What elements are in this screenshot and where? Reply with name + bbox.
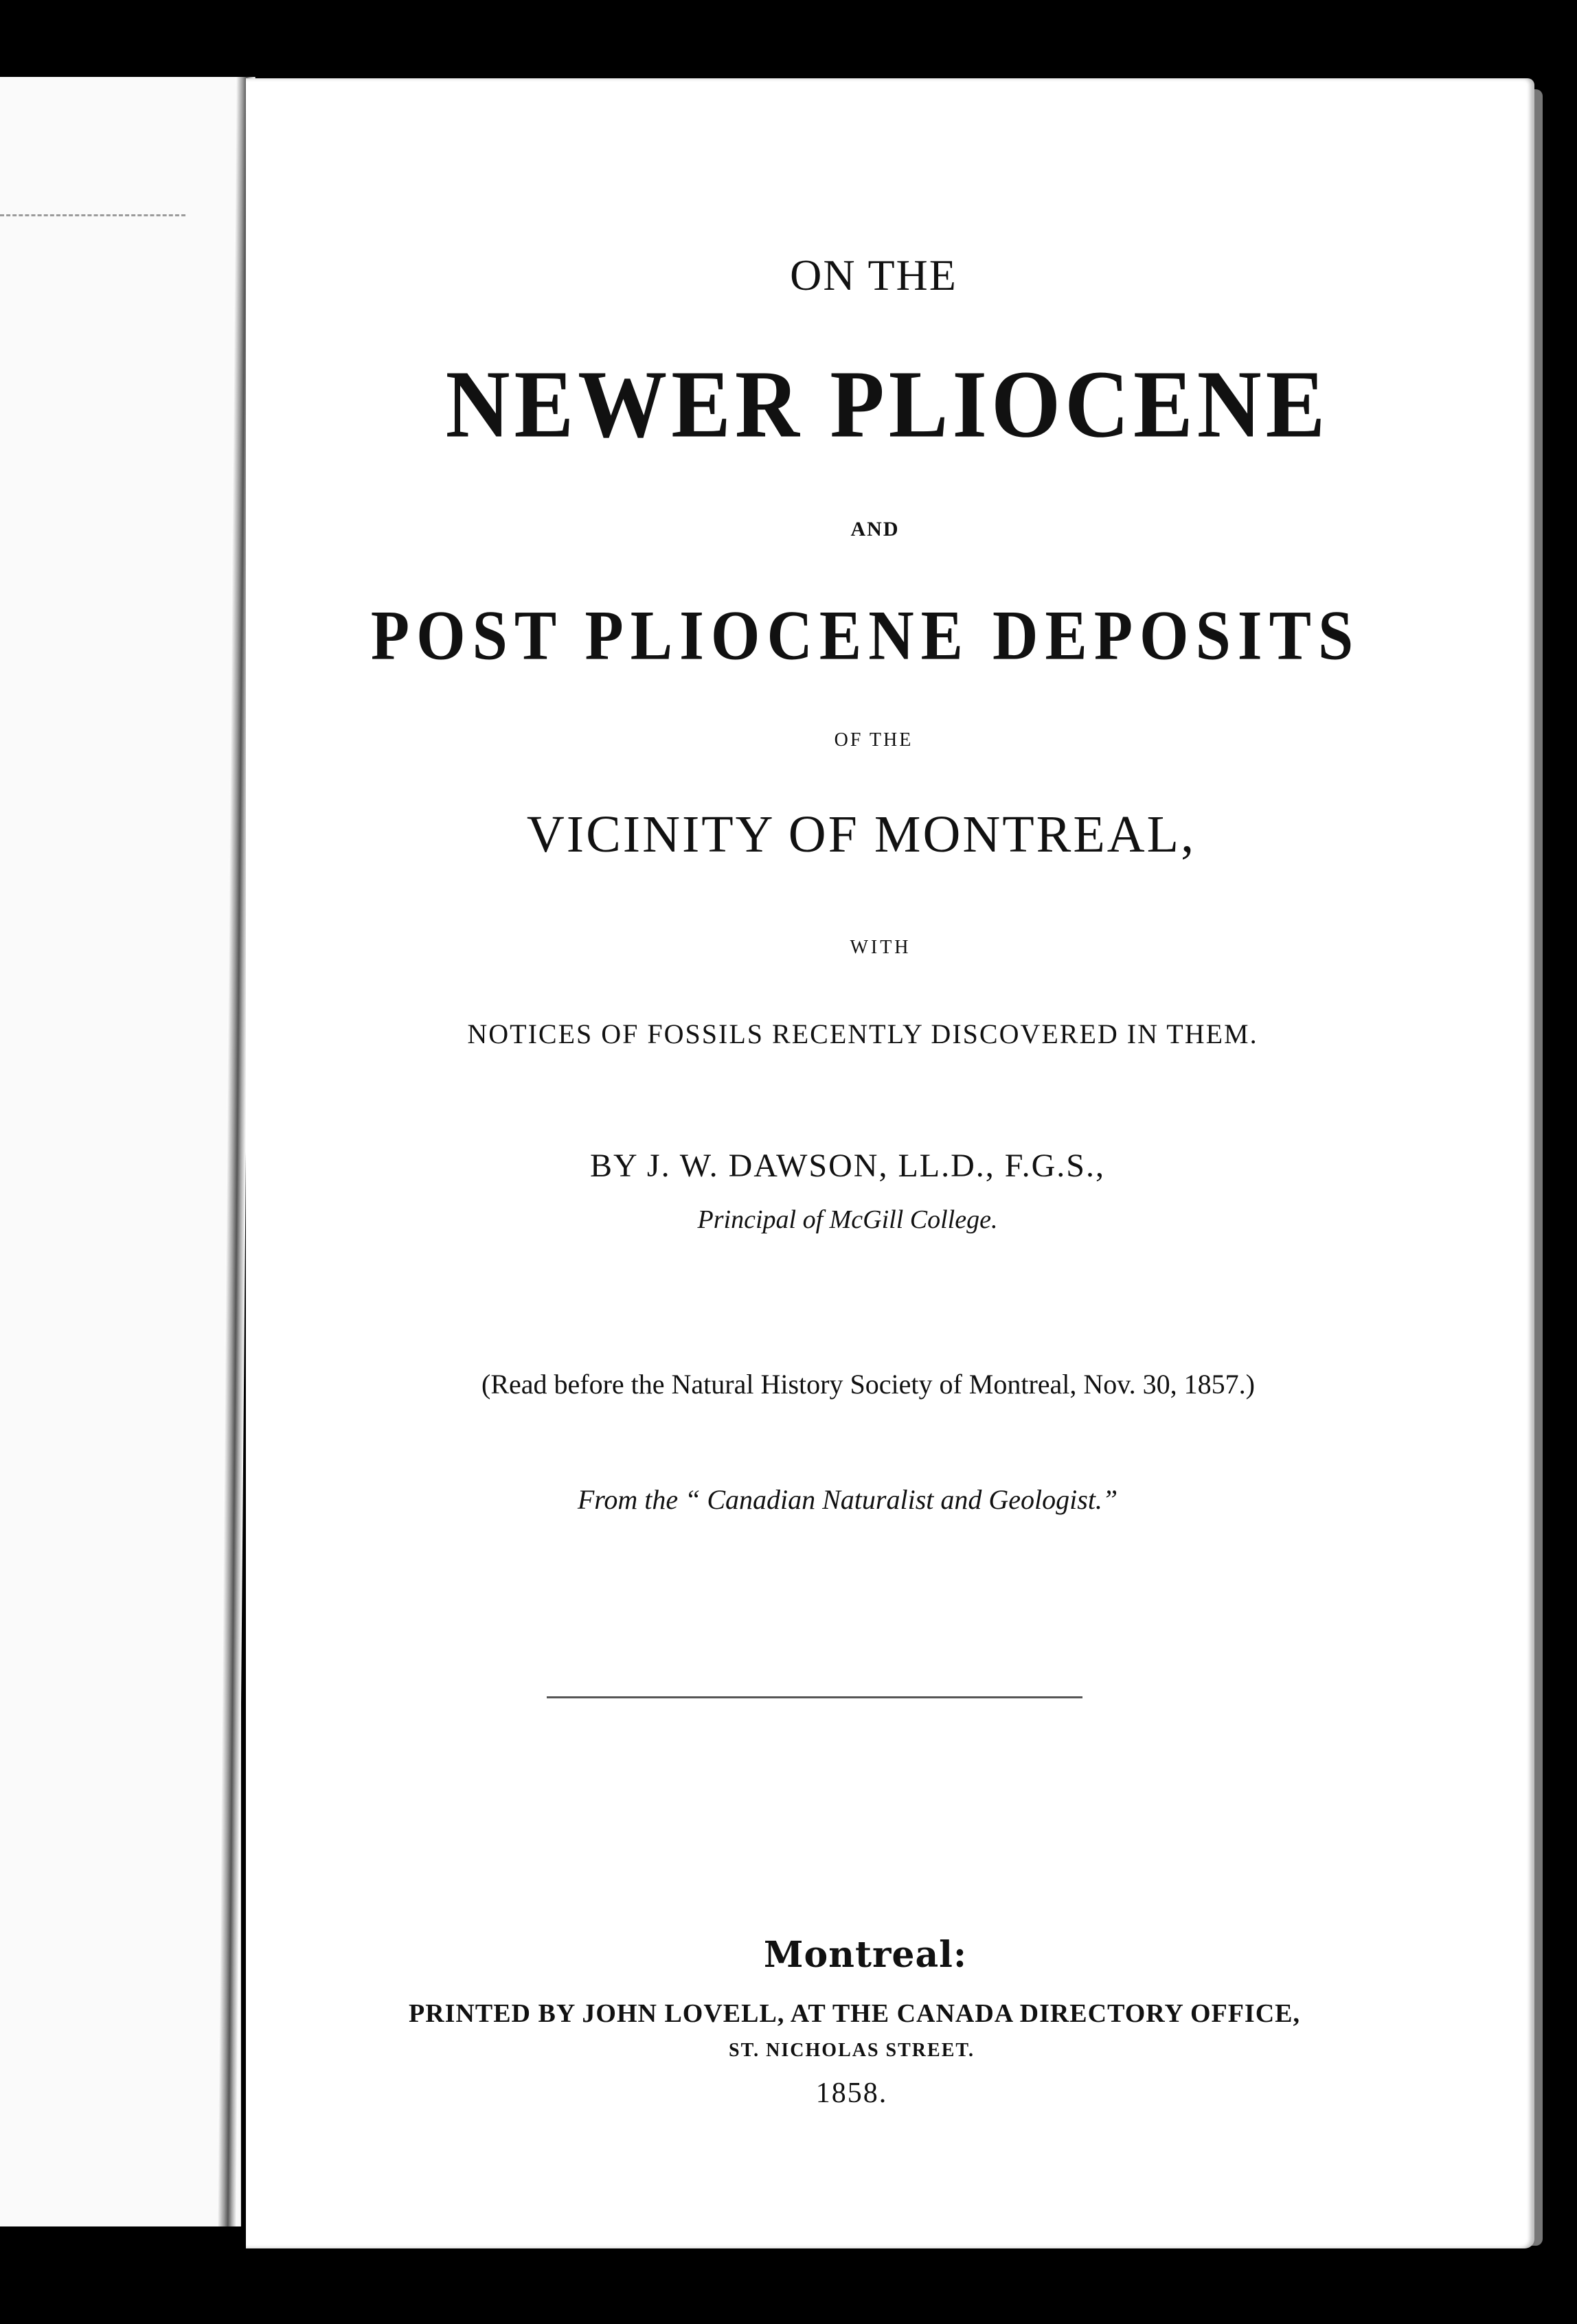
title-conjunction: AND (850, 518, 900, 540)
title-location: VICINITY OF MONTREAL, (526, 806, 1196, 863)
title-prefix: ON THE (790, 251, 957, 299)
title-with: WITH (850, 937, 911, 958)
divider-rule (547, 1696, 1082, 1698)
imprint-year: 1858. (815, 2077, 888, 2109)
author-line: BY J. W. DAWSON, LL.D., F.G.S., (590, 1148, 1105, 1184)
imprint-street: ST. NICHOLAS STREET. (729, 2040, 975, 2061)
title-of-the: OF THE (834, 729, 914, 751)
imprint-place: Montreal: (763, 1934, 968, 1976)
title-secondary: POST PLIOCENE DEPOSITS (370, 595, 1361, 675)
subtitle: NOTICES OF FOSSILS RECENTLY DISCOVERED IN THEM. (467, 1018, 1258, 1049)
read-before-note: (Read before the Natural History Society of Montreal, Nov. 30, 1857.) (481, 1369, 1255, 1400)
source-note: From the “ Canadian Naturalist and Geologist.” (577, 1484, 1118, 1515)
author-affiliation: Principal of McGill College. (697, 1205, 998, 1234)
imprint-printer: PRINTED BY JOHN LOVELL, AT THE CANADA DIRECTORY OFFICE, (408, 1999, 1300, 2028)
title-main: NEWER PLIOCENE (445, 351, 1330, 458)
title-page (246, 78, 1534, 2248)
faint-dashed-line (0, 214, 185, 216)
